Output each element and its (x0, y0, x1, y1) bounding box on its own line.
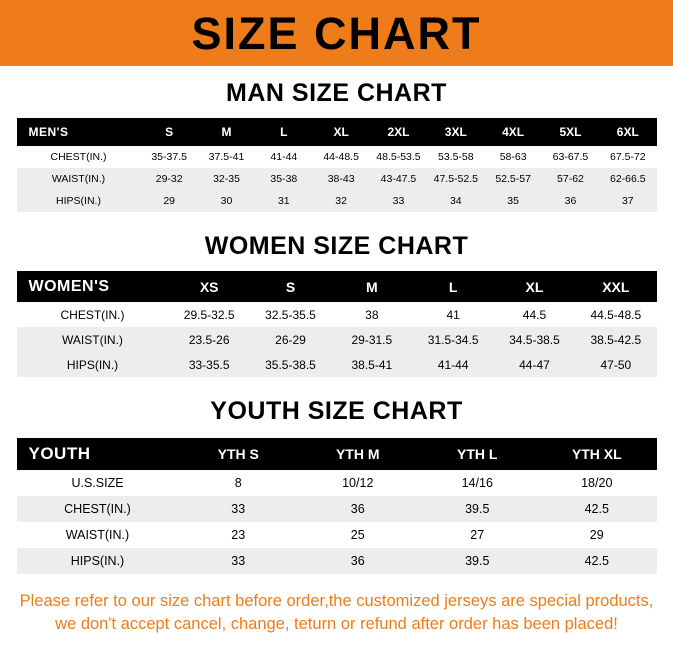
row-label: WAIST(IN.) (62, 332, 123, 347)
table-row (17, 327, 657, 352)
row-label: U.S.SIZE (71, 476, 124, 490)
table-header-row (17, 118, 657, 146)
women-size-table (17, 271, 657, 377)
cell: 25 (350, 528, 365, 542)
column-header: XL (494, 271, 575, 302)
cell: 35-37.5 (151, 151, 187, 163)
cell: 23 (231, 528, 246, 542)
column-header: YTH S (179, 438, 299, 470)
cell: 36 (350, 554, 365, 568)
cell: 47-50 (600, 357, 632, 372)
column-header: YTH L (418, 438, 538, 470)
cell: 52.5-57 (495, 173, 531, 185)
cell: 38 (365, 307, 379, 322)
cell: 35 (507, 195, 519, 207)
column-header: 6XL (599, 118, 656, 146)
table-row (17, 522, 657, 548)
cell: 8 (234, 476, 242, 490)
cell: 39.5 (465, 502, 490, 516)
row-label: CHEST(IN.) (60, 307, 125, 322)
row-label: WAIST(IN.) (65, 528, 130, 542)
row-label: CHEST(IN.) (50, 151, 107, 163)
women-section-title: WOMEN SIZE CHART (204, 232, 469, 260)
column-header: L (255, 118, 312, 146)
youth-size-table (17, 438, 657, 574)
cell: 38-43 (327, 173, 355, 185)
cell: 26-29 (275, 332, 306, 347)
cell: 44-47 (519, 357, 550, 372)
cell: 57-62 (557, 173, 584, 185)
cell: 44.5-48.5 (590, 307, 642, 322)
column-header: 3XL (427, 118, 484, 146)
cell: 34.5-38.5 (509, 332, 560, 347)
cell: 33 (231, 554, 246, 568)
cell: 36 (350, 502, 365, 516)
header-banner (0, 0, 673, 66)
table-row (17, 470, 657, 496)
column-header: YTH M (298, 438, 418, 470)
footer-note (0, 590, 673, 636)
men-section-title: MAN SIZE CHART (226, 79, 447, 107)
cell: 48.5-53.5 (376, 151, 421, 163)
table-header-row (17, 271, 657, 302)
table-row (17, 190, 657, 212)
table-row (17, 146, 657, 168)
cell: 23.5-26 (188, 332, 230, 347)
column-header: 2XL (370, 118, 427, 146)
cell: 32.5-35.5 (265, 307, 316, 322)
cell: 44-48.5 (323, 151, 359, 163)
table-header-row (17, 438, 657, 470)
page-title: SIZE CHART (191, 7, 482, 59)
cell: 36 (564, 195, 577, 207)
cell: 37 (621, 195, 634, 207)
column-header: M (331, 271, 412, 302)
cell: 42.5 (584, 554, 609, 568)
column-header: M (198, 118, 255, 146)
cell: 62-66.5 (610, 173, 646, 185)
cell: 47.5-52.5 (433, 173, 478, 185)
row-label: HIPS(IN.) (66, 357, 119, 372)
cell: 32-35 (213, 173, 240, 185)
footer-note-line-1: Please refer to our size chart before order,the customized jerseys are special products, (19, 592, 654, 610)
cell: 29-32 (155, 173, 183, 185)
cell: 35-38 (270, 173, 298, 185)
cell: 53.5-58 (437, 151, 474, 163)
table-row (17, 168, 657, 190)
cell: 44.5 (522, 307, 547, 322)
cell: 31 (277, 195, 290, 207)
cell: 10/12 (342, 476, 374, 490)
cell: 41-44 (437, 357, 469, 372)
row-label: HIPS(IN.) (70, 554, 125, 568)
footer-note-line-2: we don't accept cancel, change, teturn or refund after order has been placed! (55, 614, 618, 633)
cell: 39.5 (465, 554, 490, 568)
cell: 37.5-41 (208, 151, 245, 163)
column-header: S (250, 271, 331, 302)
cell: 33 (392, 195, 405, 207)
cell: 31.5-34.5 (427, 332, 479, 347)
cell: 29-31.5 (351, 332, 393, 347)
cell: 29 (589, 528, 604, 542)
table-row (17, 496, 657, 522)
women-corner-label: WOMEN'S (17, 271, 169, 302)
column-header: XL (312, 118, 369, 146)
cell: 41 (446, 307, 460, 322)
cell: 29.5-32.5 (183, 307, 235, 322)
cell: 29 (163, 195, 175, 207)
column-header: S (141, 118, 198, 146)
youth-section-title: YOUTH SIZE CHART (210, 397, 463, 425)
table-row (17, 352, 657, 377)
cell: 42.5 (584, 502, 609, 516)
column-header: YTH XL (537, 438, 657, 470)
cell: 35.5-38.5 (265, 357, 316, 372)
cell: 41-44 (270, 151, 298, 163)
cell: 32 (335, 195, 347, 207)
men-corner-label: MEN'S (17, 118, 141, 146)
table-row (17, 302, 657, 327)
table-row (17, 548, 657, 574)
cell: 14/16 (461, 476, 493, 490)
cell: 58-63 (499, 151, 527, 163)
column-header: L (412, 271, 493, 302)
cell: 38.5-42.5 (590, 332, 642, 347)
cell: 18/20 (581, 476, 613, 490)
column-header: XS (169, 271, 250, 302)
cell: 33 (231, 502, 246, 516)
row-label: CHEST(IN.) (64, 502, 131, 516)
cell: 63-67.5 (552, 151, 589, 163)
column-header: XXL (575, 271, 656, 302)
cell: 30 (220, 195, 233, 207)
cell: 33-35.5 (188, 357, 230, 372)
row-label: HIPS(IN.) (56, 195, 101, 207)
men-size-table (17, 118, 657, 212)
cell: 27 (470, 528, 485, 542)
cell: 43-47.5 (380, 173, 417, 185)
cell: 34 (449, 195, 462, 207)
youth-corner-label: YOUTH (17, 438, 179, 470)
cell: 38.5-41 (351, 357, 393, 372)
row-label: WAIST(IN.) (51, 173, 106, 185)
cell: 67.5-72 (610, 151, 646, 163)
column-header: 4XL (484, 118, 541, 146)
column-header: 5XL (542, 118, 599, 146)
